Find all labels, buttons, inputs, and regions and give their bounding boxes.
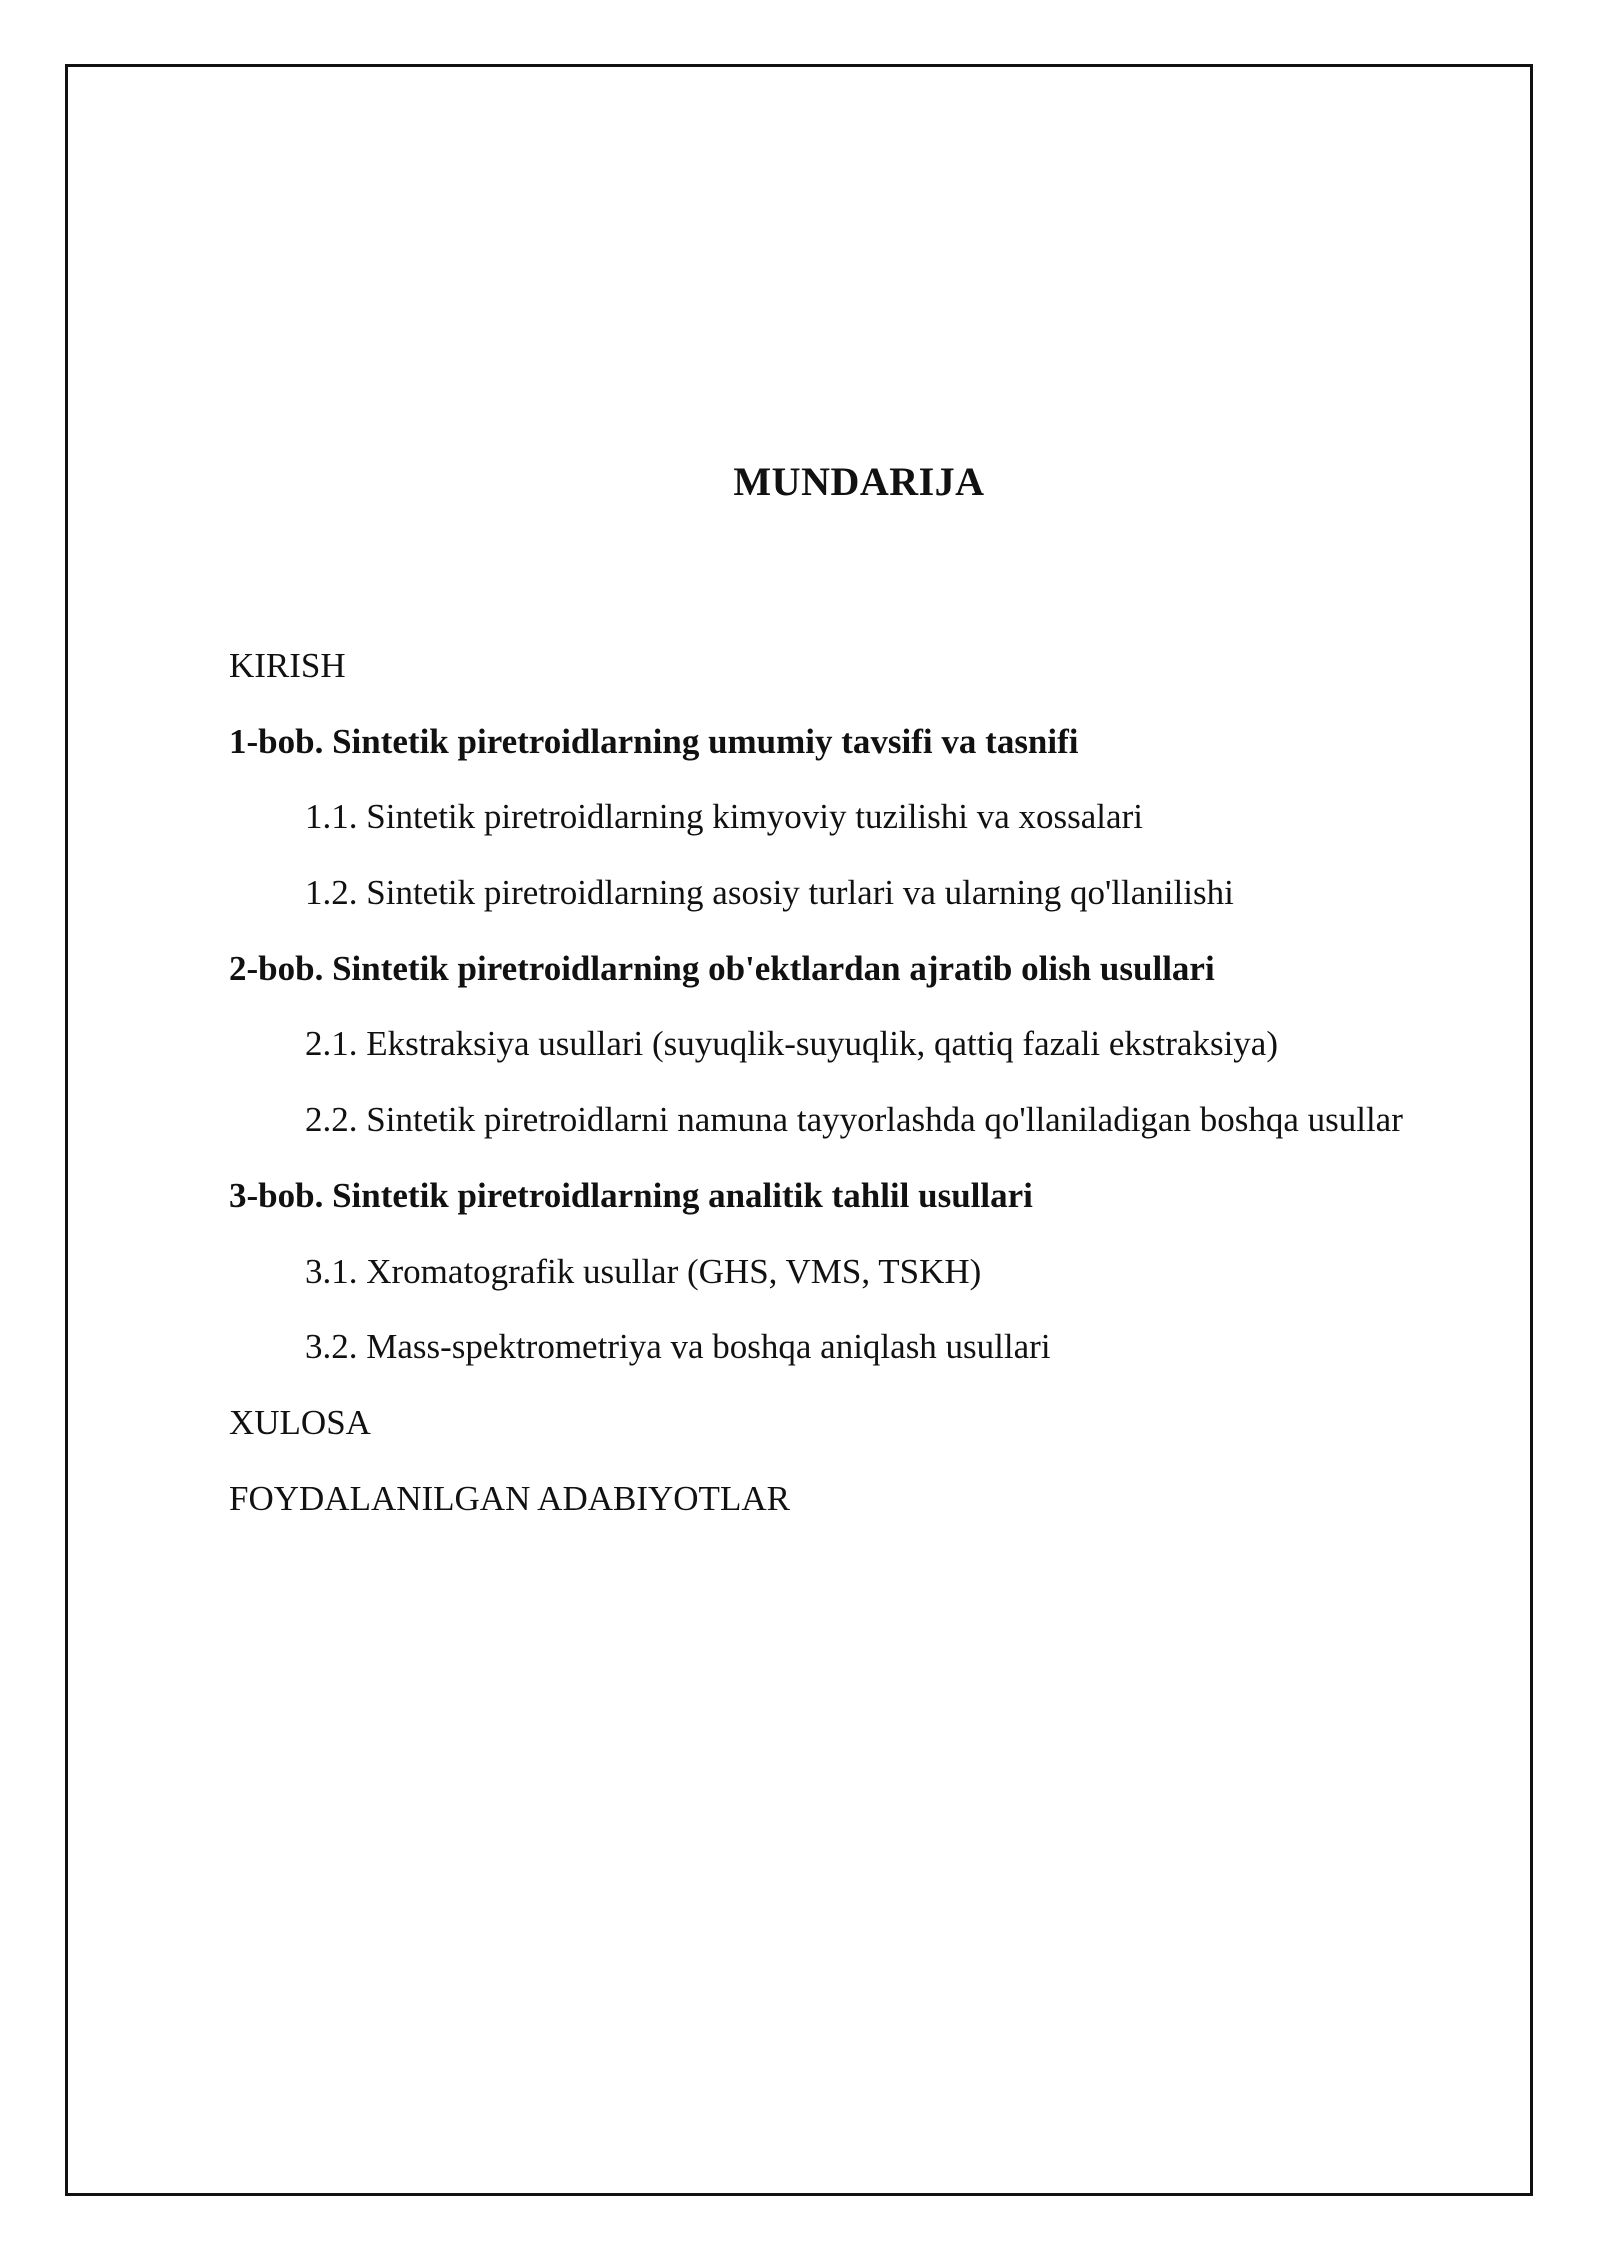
toc-section-3-2: 3.2. Mass-spektrometriya va boshqa aniqlash usullari [305,1327,1051,1367]
toc-chapter-3: 3-bob. Sintetik piretroidlarning analitik tahlil usullari [229,1175,1033,1215]
toc-entry-conclusion: XULOSA [229,1402,371,1442]
table-of-contents [229,638,1403,1546]
toc-section-1-1: 1.1. Sintetik piretroidlarning kimyoviy tuzilishi va xossalari [305,797,1143,837]
toc-section-1-2: 1.2. Sintetik piretroidlarning asosiy turlari va ularning qo'llanilishi [305,873,1234,913]
toc-chapter-2: 2-bob. Sintetik piretroidlarning ob'ektlardan ajratib olish usullari [229,948,1215,988]
toc-section-3-1: 3.1. Xromatografik usullar (GHS, VMS, TSKH) [305,1251,982,1291]
toc-entry-intro: KIRISH [229,646,346,685]
toc-chapter-1: 1-bob. Sintetik piretroidlarning umumiy tavsifi va tasnifi [229,721,1079,761]
page-title: MUNDARIJA [733,459,985,504]
toc-section-2-2: 2.2. Sintetik piretroidlarni namuna tayyorlashda qo'llaniladigan boshqa usullar [305,1100,1403,1140]
toc-entry-references: FOYDALANILGAN ADABIYOTLAR [229,1478,790,1518]
toc-section-2-1: 2.1. Ekstraksiya usullari (suyuqlik-suyuqlik, qattiq fazali ekstraksiya) [305,1024,1278,1064]
